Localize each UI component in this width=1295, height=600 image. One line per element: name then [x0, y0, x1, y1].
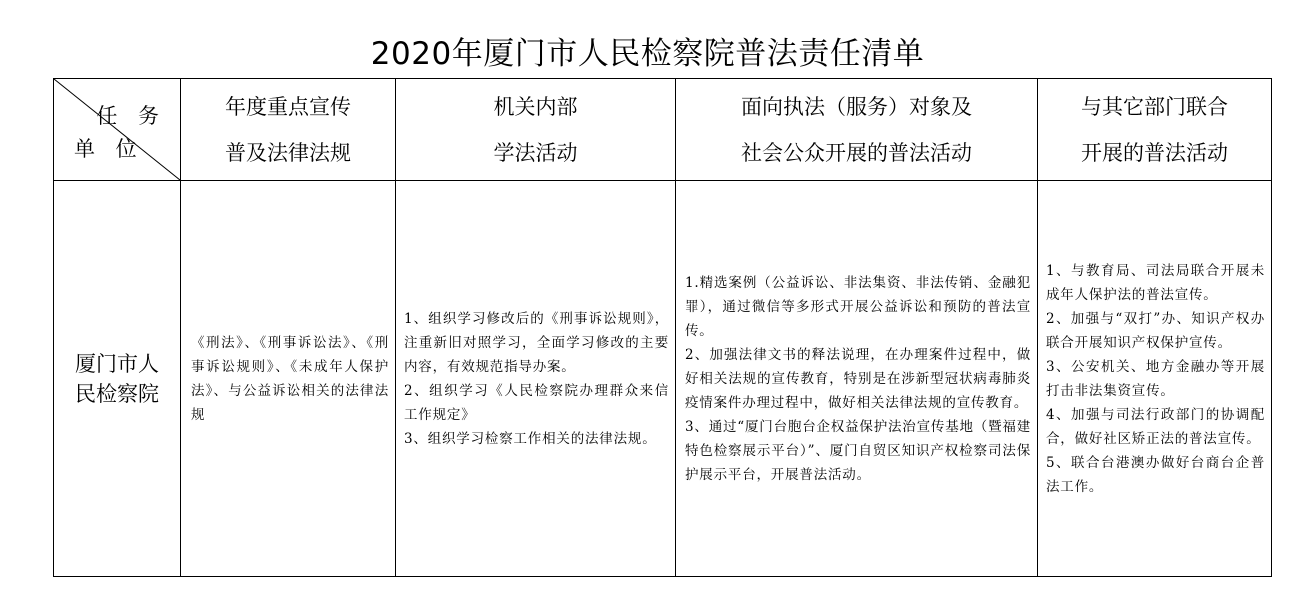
key-laws-cell: 《刑法》、《刑事诉讼法》、《刑事诉讼规则》、《未成年人保护法》、与公益诉讼相关的法律法规 — [181, 181, 396, 577]
table-row — [54, 181, 1272, 577]
page-title: 2020年厦门市人民检察院普法责任清单 — [370, 36, 925, 72]
internal-study-cell: 1、组织学习修改后的《刑事诉讼规则》，注重新旧对照学习，全面学习修改的主要内容，有效规范指导办案。 2、组织学习《人民检察院办理群众来信工作规定》 3、组织学习检察工作相关的法律法规。 — [396, 181, 676, 577]
header-joint-activities: 与其它部门联合 开展的普法活动 — [1038, 79, 1272, 181]
responsibility-table — [53, 78, 1272, 577]
diagonal-header-cell — [54, 79, 181, 181]
joint-activities-cell: 1、与教育局、司法局联合开展未成年人保护法的普法宣传。 2、加强与“双打”办、知识产权办联合开展知识产权保护宣传。 3、公安机关、地方金融办等开展打击非法集资宣传。 4、加强与司法行政部门的协调配合，做好社区矫正法的普法宣传。 5、联合台港澳办做好台商台企普法工作。 — [1038, 181, 1272, 577]
public-activities-cell: 1.精选案例（公益诉讼、非法集资、非法传销、金融犯罪），通过微信等多形式开展公益诉讼和预防的普法宣传。 2、加强法律文书的释法说理，在办理案件过程中，做好相关法规的宣传教育，特别是在涉新型冠状病毒肺炎疫情案件办理过程中，做好相关法律法规的宣传教育。 3、通过“厦门台胞台企权益保护法治宣传基地（暨福建特色检察展示平台）”、厦门自贸区知识产权检察司法保护展示平台，开展普法活动。 — [676, 181, 1038, 577]
unit-name-cell: 厦门市人 民检察院 — [54, 181, 181, 577]
header-key-laws: 年度重点宣传 普及法律法规 — [181, 79, 396, 181]
table-header-row — [54, 79, 1272, 181]
header-public-activities: 面向执法（服务）对象及 社会公众开展的普法活动 — [676, 79, 1038, 181]
header-task-label: 任 务 — [96, 104, 166, 128]
header-internal-study: 机关内部 学法活动 — [396, 79, 676, 181]
header-unit-label: 单 位 — [74, 137, 144, 161]
